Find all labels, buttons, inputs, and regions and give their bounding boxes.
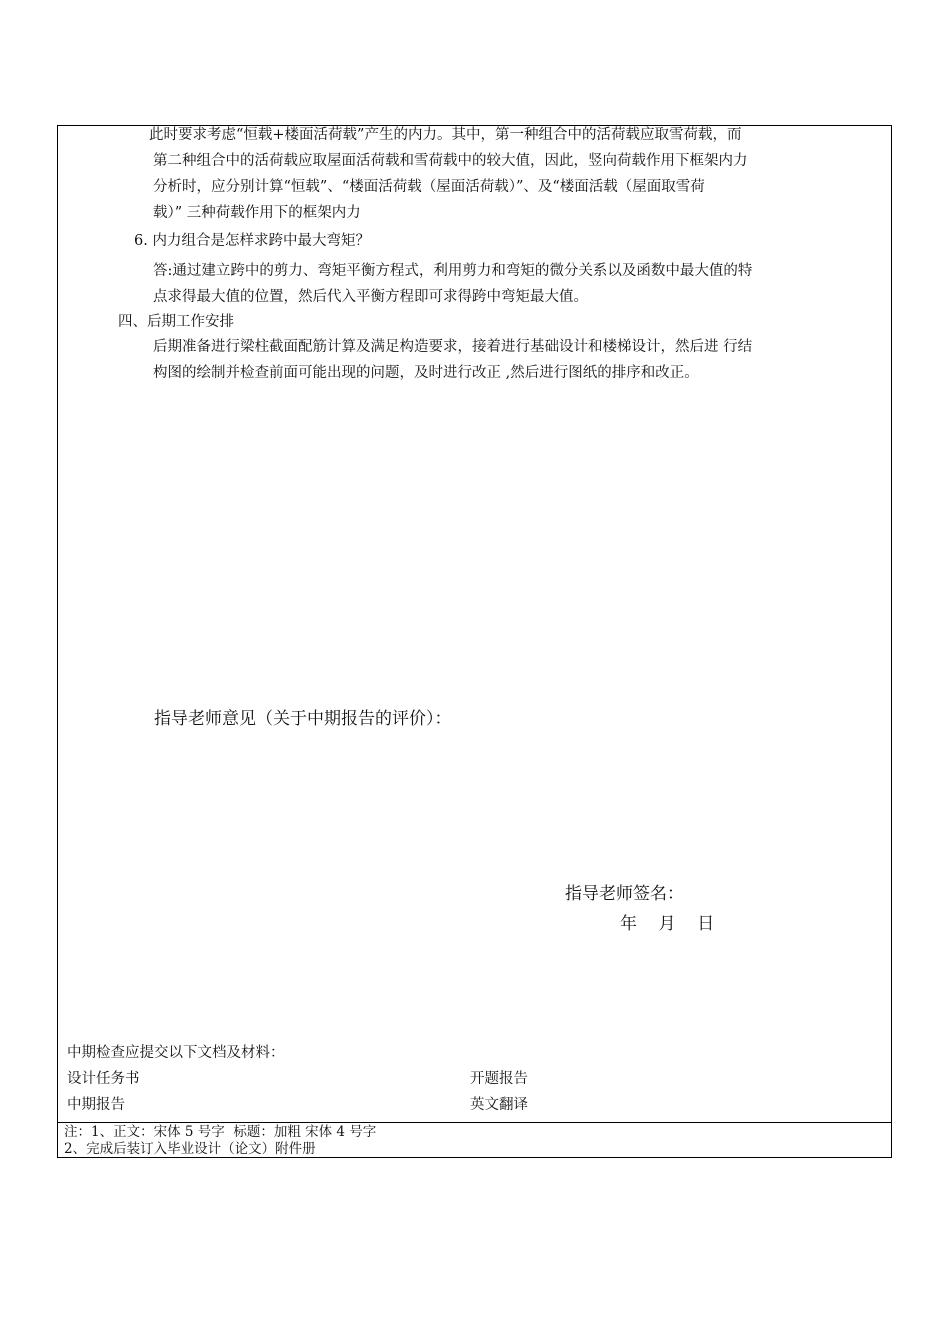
material-item: 开题报告 [470,1071,528,1087]
question-6-title: 6. 内力组合是怎样求跨中最大弯矩？ [134,233,370,249]
work-plan-line: 后期准备进行梁柱截面配筋计算及满足构造要求，接着进行基础设计和楼梯设计，然后进 行结 [153,339,753,355]
paragraph-line: 载）” 三种荷载作用下的框架内力 [153,205,361,221]
advisor-signature-label: 指导老师签名： [565,884,684,904]
materials-heading: 中期检查应提交以下文档及材料： [67,1045,285,1061]
note-line: 注：1、正文：宋体 5 号字 标题：加粗 宋体 4 号字 [64,1124,377,1140]
answer-line: 点求得最大值的位置，然后代入平衡方程即可求得跨中弯矩最大值。 [153,289,588,305]
material-item: 中期报告 [67,1097,125,1113]
table-divider [58,1122,891,1123]
section-4-title: 四、后期工作安排 [118,314,234,330]
signature-date-label: 年 月 日 [620,914,715,934]
advisor-opinion-label: 指导老师意见（关于中期报告的评价）： [154,709,452,729]
material-item: 英文翻译 [470,1097,528,1113]
paragraph-line: 分析时，应分别计算“恒载”、“楼面活荷载（屋面活荷载）”、及“楼面活载（屋面取雪荷 [153,179,705,195]
material-item: 设计任务书 [67,1071,140,1087]
work-plan-line: 构图的绘制并检查前面可能出现的问题，及时进行改正 ,然后进行图纸的排序和改正。 [153,365,699,381]
answer-line: 答:通过建立跨中的剪力、弯矩平衡方程式，利用剪力和弯矩的微分关系以及函数中最大值的特 [153,263,753,279]
paragraph-line: 第二种组合中的活荷载应取屋面活荷载和雪荷载中的较大值，因此，竖向荷载作用下框架内力 [153,153,748,169]
paragraph-line: 此时要求考虑“恒载+楼面活荷载”产生的内力。其中，第一种组合中的活荷载应取雪荷载，而 [149,127,742,143]
report-form-table [57,125,892,1158]
note-line: 2、完成后装订入毕业设计（论文）附件册 [64,1141,316,1157]
